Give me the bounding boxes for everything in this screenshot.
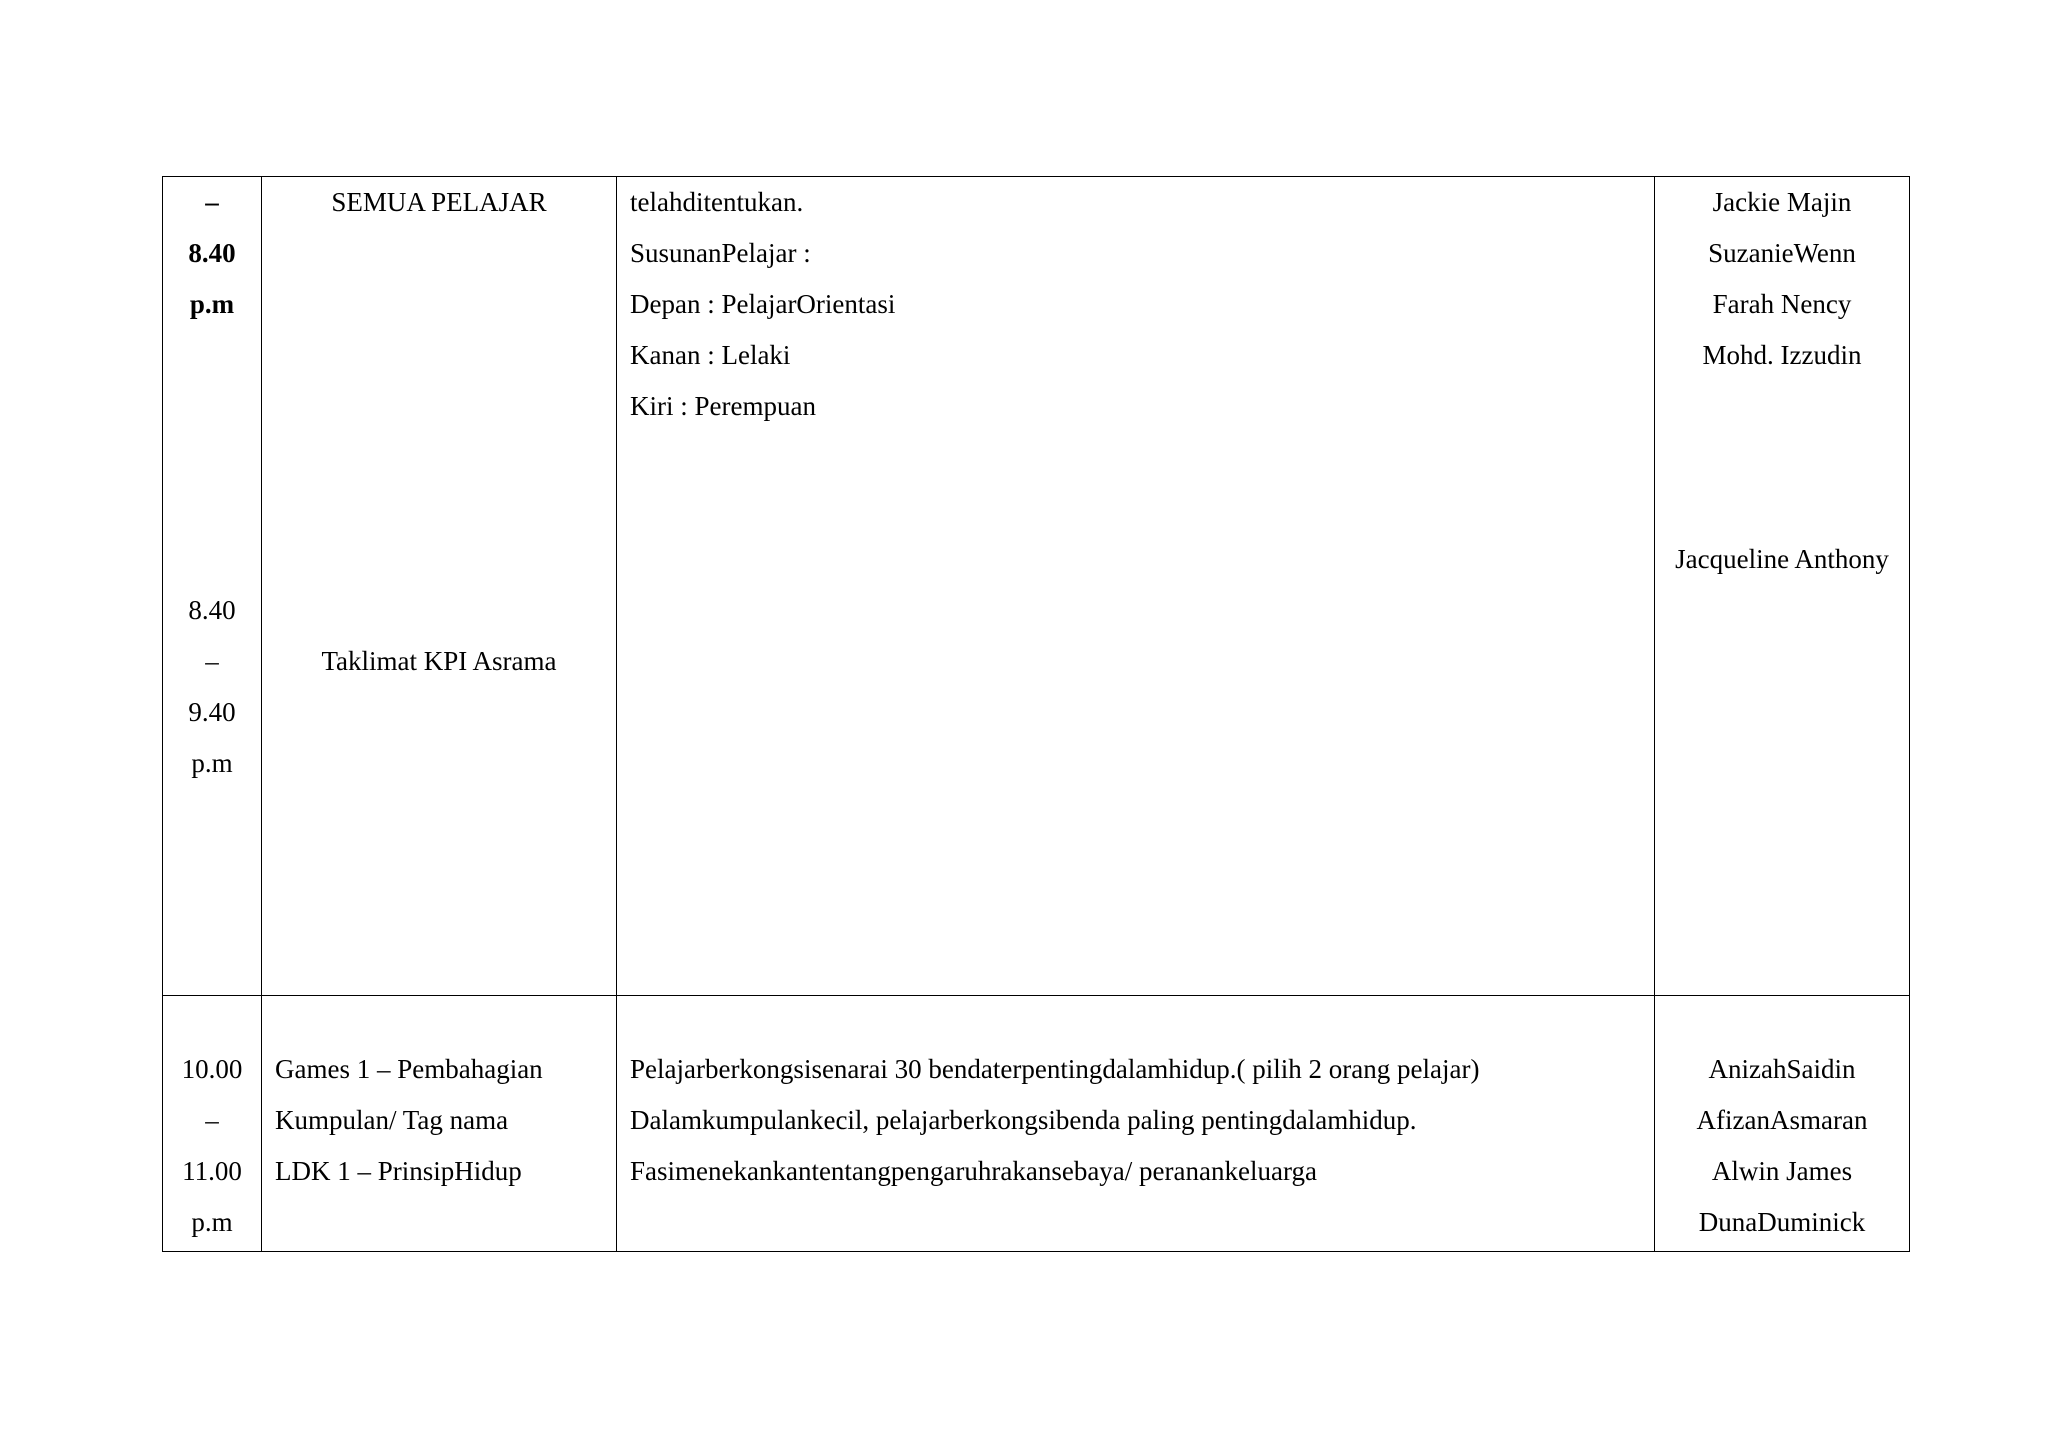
facilitator-name: SuzanieWenn: [1708, 238, 1856, 268]
programme-cell: [262, 177, 617, 996]
time-text: 10.00: [181, 1053, 243, 1084]
time-text: 8.40: [188, 595, 236, 625]
time-text: 11.00: [182, 1155, 242, 1186]
programme-text: Games 1 – Pembahagian: [275, 1053, 543, 1084]
details-cell: [617, 177, 1655, 996]
facilitator-name: Jackie Majin: [1712, 187, 1852, 217]
time-text: p.m: [191, 1206, 233, 1237]
facilitator-cell: [1655, 177, 1910, 996]
facilitator-cell: [1655, 995, 1910, 1251]
details-text: Kanan : Lelaki: [630, 340, 791, 370]
time-cell: [163, 177, 262, 996]
details-text: Depan : PelajarOrientasi: [630, 289, 896, 319]
facilitator-name: Alwin James: [1711, 1155, 1853, 1186]
details-text: Dalamkumpulankecil, pelajarberkongsibenda paling pentingdalamhidup.: [630, 1104, 1417, 1135]
time-text: p.m: [189, 289, 235, 319]
time-text: –: [205, 187, 219, 217]
time-text: –: [205, 646, 219, 676]
programme-text: SEMUA PELAJAR: [331, 187, 547, 217]
programme-text: LDK 1 – PrinsipHidup: [275, 1155, 522, 1186]
details-text: telahditentukan.: [630, 187, 804, 217]
facilitator-name: Jacqueline Anthony: [1675, 544, 1889, 574]
facilitator-name: AnizahSaidin: [1708, 1053, 1856, 1084]
details-text: SusunanPelajar :: [630, 238, 811, 268]
time-text: 9.40: [188, 697, 236, 727]
programme-text: Kumpulan/ Tag nama: [275, 1104, 509, 1135]
details-cell: [617, 995, 1655, 1251]
time-text: 8.40: [188, 238, 236, 268]
table-row: [163, 995, 1910, 1251]
schedule-table: [162, 176, 1910, 1252]
time-text: p.m: [191, 748, 233, 778]
details-text: Pelajarberkongsisenarai 30 bendaterpentingdalamhidup.( pilih 2 orang pelajar): [630, 1053, 1480, 1084]
details-text: Kiri : Perempuan: [630, 391, 816, 421]
table-row: [163, 177, 1910, 996]
time-text: –: [205, 1104, 219, 1135]
facilitator-name: AfizanAsmaran: [1696, 1104, 1868, 1135]
facilitator-name: Mohd. Izzudin: [1702, 340, 1862, 370]
programme-cell: [262, 995, 617, 1251]
programme-text: Taklimat KPI Asrama: [321, 646, 557, 676]
time-cell: [163, 995, 262, 1251]
facilitator-name: DunaDuminick: [1698, 1206, 1866, 1237]
facilitator-name: Farah Nency: [1712, 289, 1852, 319]
details-text: Fasimenekankantentangpengaruhrakansebaya/ peranankeluarga: [630, 1155, 1317, 1186]
